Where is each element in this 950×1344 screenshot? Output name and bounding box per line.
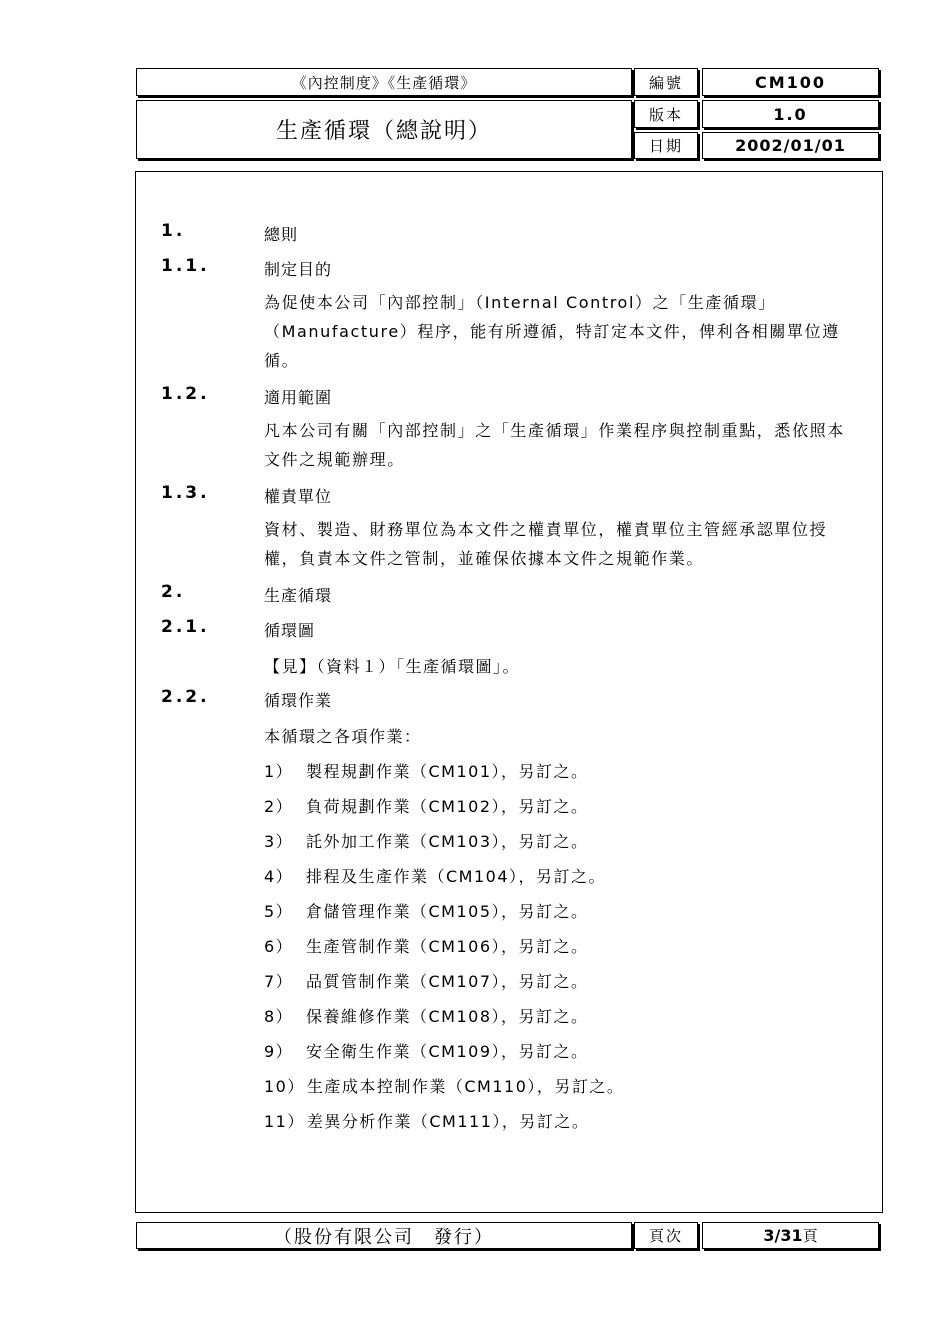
- list-item: 8） 保養維修作業（CM108），另訂之。: [264, 1007, 589, 1026]
- section-body: 凡本公司有關「內部控制」之「生產循環」作業程序與控制重點，悉依照本文件之規範辦理。: [264, 421, 845, 469]
- section-number: 2.2.: [161, 687, 210, 707]
- section-number: 1.2.: [161, 384, 210, 404]
- section-heading: 制定目的: [264, 260, 333, 279]
- section-body: 【見】（資料１）「生產循環圖」。: [264, 657, 521, 676]
- list-item: 7） 品質管制作業（CM107），另訂之。: [264, 972, 589, 991]
- list-item: 4） 排程及生產作業（CM104），另訂之。: [264, 867, 607, 886]
- section-heading: 適用範圍: [264, 388, 333, 407]
- list-item: 1） 製程規劃作業（CM101），另訂之。: [264, 762, 589, 781]
- section-heading: 循環圖: [264, 621, 316, 640]
- document-title: 生產循環（總說明）: [136, 100, 632, 159]
- list-item: 10） 生產成本控制作業（CM110），另訂之。: [264, 1077, 625, 1096]
- section-body: 為促使本公司「內部控制」（Internal Control）之「生產循環」（Manufacture）程序，能有所遵循，特訂定本文件，俾利各相關單位遵循。: [264, 293, 840, 370]
- section-body: 資材、製造、財務單位為本文件之權責單位，權責單位主管經承認單位授權，負責本文件之管制，並確保依據本文件之規範作業。: [264, 520, 828, 568]
- section-intro: 本循環之各項作業：: [264, 727, 422, 746]
- version-value: 1.0: [702, 100, 879, 128]
- section-number: 1.1.: [161, 256, 210, 276]
- list-item: 11） 差異分析作業（CM111），另訂之。: [264, 1112, 590, 1131]
- page-number: 3/31 頁: [702, 1222, 879, 1249]
- section-heading: 總則: [264, 225, 299, 244]
- footer-issuer: （股份有限公司 發行）: [136, 1222, 632, 1249]
- section-number: 1.: [161, 221, 186, 241]
- list-item: 2） 負荷規劃作業（CM102），另訂之。: [264, 797, 589, 816]
- section-heading: 權責單位: [264, 487, 333, 506]
- section-number: 2.: [161, 582, 186, 602]
- code-label: 編號: [634, 68, 698, 96]
- section-number: 1.3.: [161, 483, 210, 503]
- version-label: 版本: [634, 100, 698, 128]
- document-subtitle: 《內控制度》《生產循環》: [136, 68, 632, 96]
- list-item: 9） 安全衛生作業（CM109），另訂之。: [264, 1042, 589, 1061]
- list-item: 3） 託外加工作業（CM103），另訂之。: [264, 832, 589, 851]
- page-label: 頁次: [634, 1222, 698, 1249]
- code-value: CM100: [702, 68, 879, 96]
- list-item: 5） 倉儲管理作業（CM105），另訂之。: [264, 902, 589, 921]
- section-heading: 循環作業: [264, 691, 333, 710]
- date-value: 2002/01/01: [702, 132, 879, 159]
- list-item: 6） 生產管制作業（CM106），另訂之。: [264, 937, 589, 956]
- section-heading: 生產循環: [264, 586, 333, 605]
- date-label: 日期: [634, 132, 698, 159]
- section-number: 2.1.: [161, 617, 210, 637]
